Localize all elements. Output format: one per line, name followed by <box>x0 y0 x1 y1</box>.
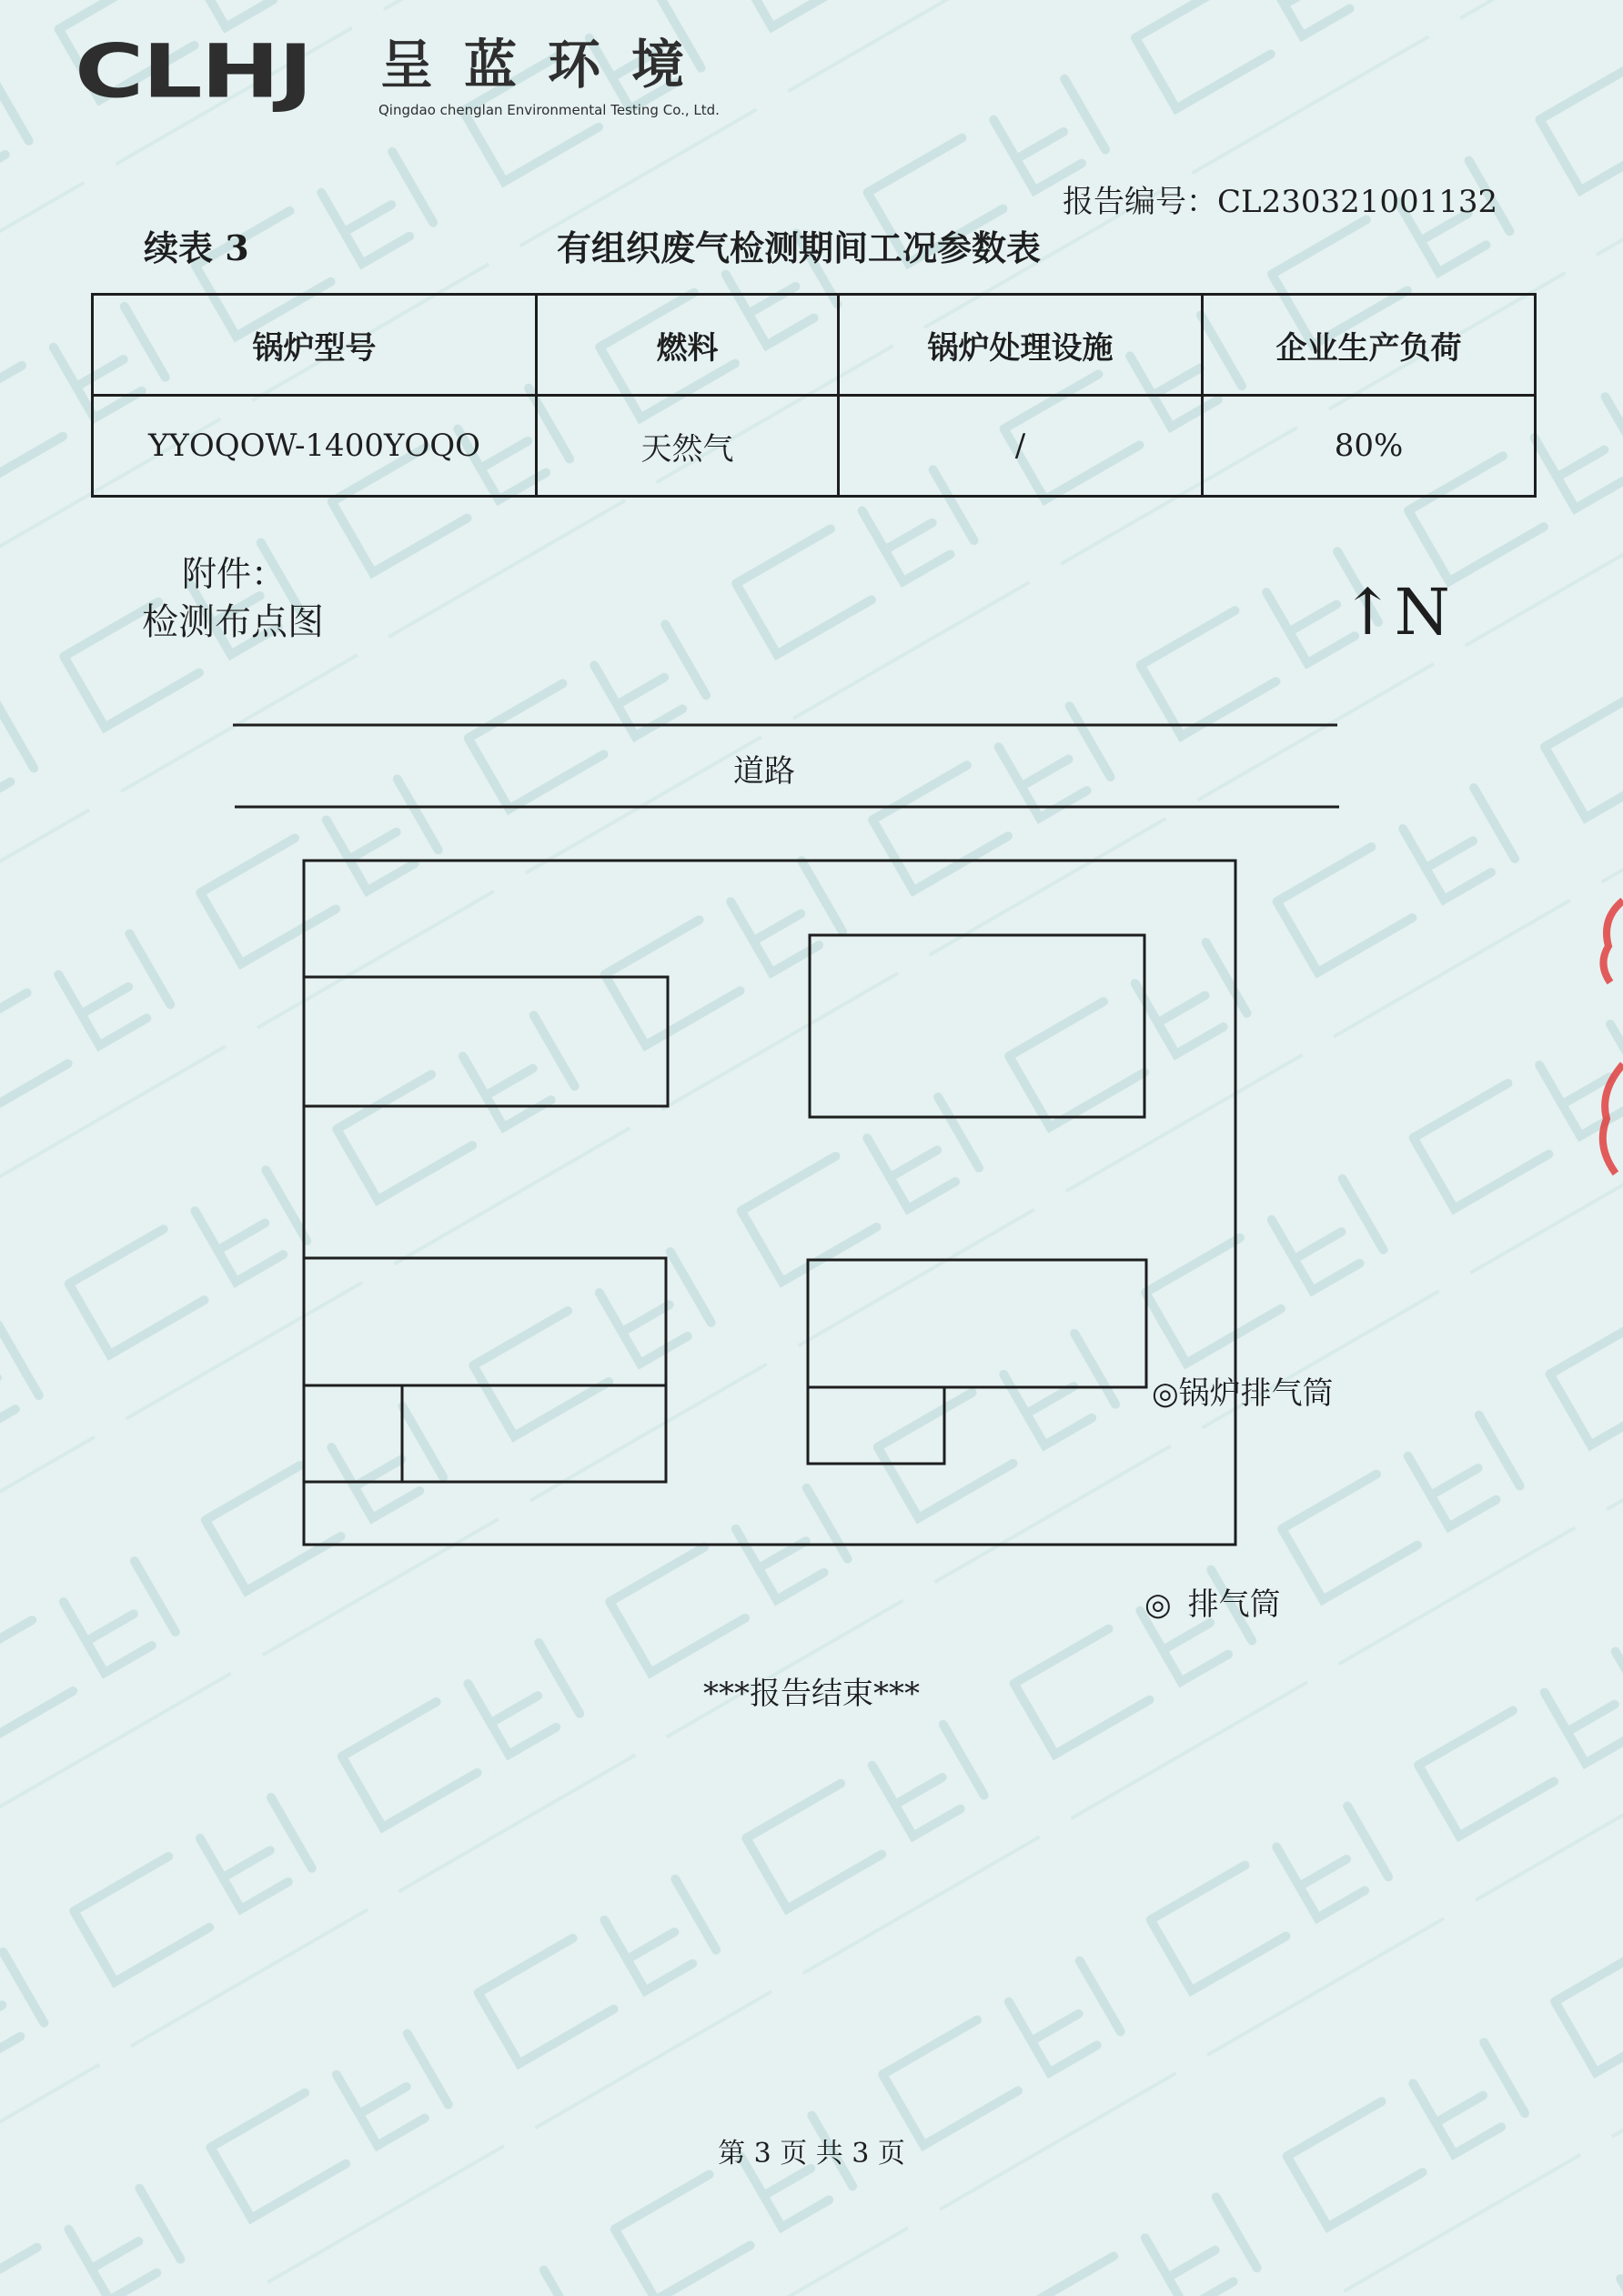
cell-fuel: 天然气 <box>537 396 839 497</box>
boiler-stack-marker: ◎锅炉排气筒 <box>1152 1375 1334 1412</box>
building-se-main <box>808 1260 1146 1387</box>
page-number: 第 3 页 共 3 页 <box>718 2138 905 2170</box>
attachment-label: 附件： <box>182 554 287 594</box>
table-number: 续表 3 <box>144 227 249 268</box>
company-name-cn: 呈蓝环境 <box>380 34 716 96</box>
report-end-text: ***报告结束*** <box>703 1676 920 1712</box>
north-arrow-icon: ↑N <box>1341 575 1450 650</box>
header-treatment-facility: 锅炉处理设施 <box>839 295 1203 396</box>
cell-boiler-model: YYOQOW-1400YOQO <box>93 396 537 497</box>
legend <box>1144 1579 1281 1624</box>
legend-label: 排气筒 <box>1187 1586 1281 1623</box>
header-production-load: 企业生产负荷 <box>1203 295 1536 396</box>
red-seal-stamp-icon <box>1592 882 1623 1183</box>
stack-symbol-icon: ◎ <box>1144 1586 1172 1623</box>
road-label: 道路 <box>733 753 795 790</box>
building-sw-annex <box>304 1385 666 1482</box>
cell-production-load: 80% <box>1203 396 1536 497</box>
layout-map-title: 检测布点图 <box>142 601 324 643</box>
building-se-annex <box>808 1387 944 1464</box>
table-title: 有组织废气检测期间工况参数表 <box>557 227 1042 268</box>
cell-treatment-facility: / <box>839 396 1203 497</box>
building-ne <box>810 935 1144 1117</box>
company-name-en: Qingdao chenglan Environmental Testing Co., Ltd. <box>378 102 720 118</box>
building-sw-main <box>304 1258 666 1385</box>
report-number: 报告编号：CL230321001132 <box>1063 184 1498 220</box>
header-fuel: 燃料 <box>537 295 839 396</box>
header-boiler-model: 锅炉型号 <box>93 295 537 396</box>
building-sw-inner <box>402 1385 666 1482</box>
site-boundary <box>304 861 1235 1545</box>
building-nw <box>304 977 668 1106</box>
company-logo-text: CLHJ <box>75 27 312 116</box>
